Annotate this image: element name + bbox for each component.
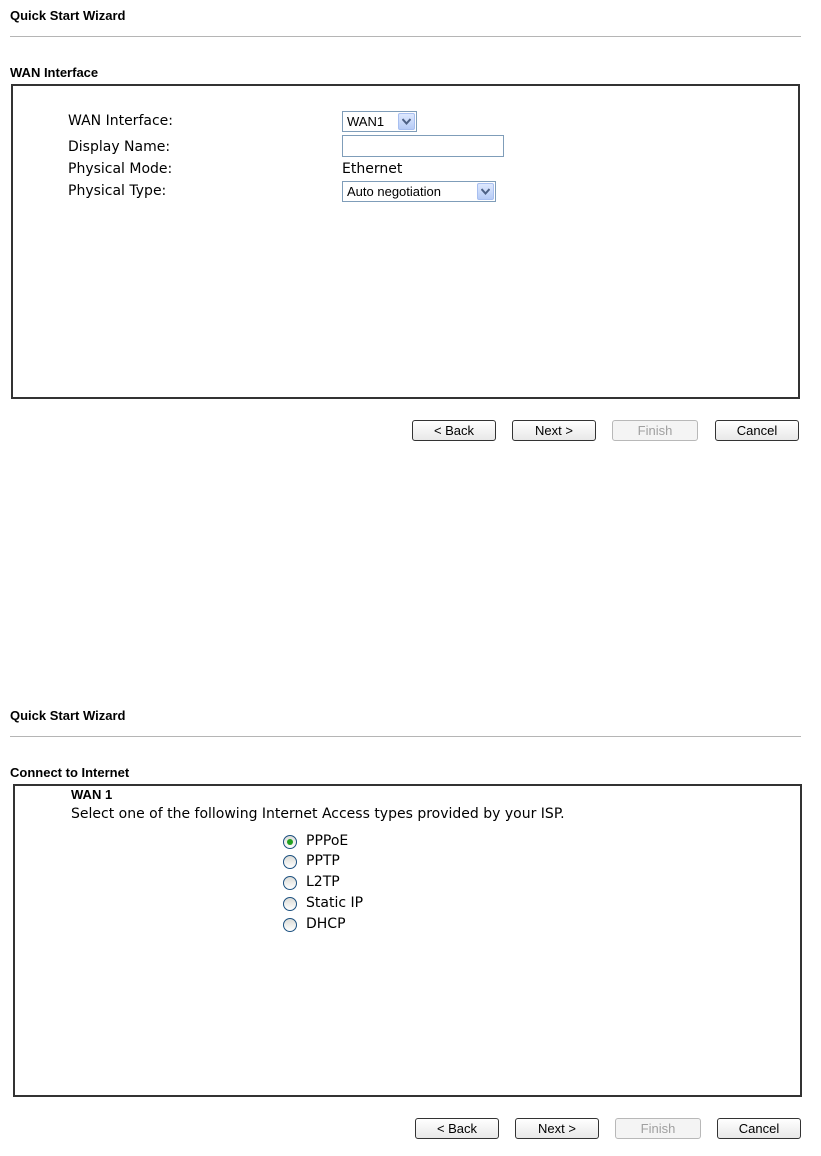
display-name-label: Display Name: bbox=[68, 139, 171, 155]
back-button[interactable]: < Back bbox=[415, 1118, 499, 1139]
physical-mode-label: Physical Mode: bbox=[68, 161, 173, 177]
wan-interface-label: WAN Interface: bbox=[68, 113, 173, 129]
radio-icon[interactable] bbox=[283, 855, 297, 869]
radio-label: PPPoE bbox=[306, 833, 349, 849]
radio-selected-icon[interactable] bbox=[283, 835, 297, 849]
physical-mode-value: Ethernet bbox=[342, 161, 403, 177]
connect-to-internet-panel bbox=[0, 700, 821, 1150]
wizard-title: Quick Start Wizard bbox=[10, 8, 126, 23]
wan-interface-frame bbox=[11, 84, 800, 399]
physical-type-label: Physical Type: bbox=[68, 183, 167, 199]
wan-interface-select[interactable] bbox=[342, 111, 417, 132]
radio-icon[interactable] bbox=[283, 876, 297, 890]
back-button[interactable]: < Back bbox=[412, 420, 496, 441]
cancel-button[interactable]: Cancel bbox=[715, 420, 799, 441]
physical-type-value: Auto negotiation bbox=[347, 184, 441, 199]
section-title: WAN Interface bbox=[10, 65, 99, 80]
wizard-title: Quick Start Wizard bbox=[10, 708, 126, 723]
connect-to-internet-frame bbox=[13, 784, 802, 1097]
cancel-button[interactable]: Cancel bbox=[717, 1118, 801, 1139]
finish-button: Finish bbox=[612, 420, 698, 441]
wan-interface-value: WAN1 bbox=[347, 114, 385, 129]
section-title: Connect to Internet bbox=[10, 765, 130, 780]
wan-heading: WAN 1 bbox=[71, 787, 113, 802]
physical-type-select[interactable] bbox=[342, 181, 496, 202]
radio-icon[interactable] bbox=[283, 897, 297, 911]
finish-button: Finish bbox=[615, 1118, 701, 1139]
title-divider bbox=[10, 36, 801, 37]
radio-label: DHCP bbox=[306, 916, 346, 932]
radio-label: PPTP bbox=[306, 853, 340, 869]
radio-icon[interactable] bbox=[283, 918, 297, 932]
wan-interface-panel bbox=[0, 0, 821, 450]
title-divider bbox=[10, 736, 801, 737]
display-name-input[interactable] bbox=[342, 135, 504, 157]
radio-label: L2TP bbox=[306, 874, 340, 890]
chevron-down-icon[interactable] bbox=[477, 183, 494, 200]
instruction-text: Select one of the following Internet Access types provided by your ISP. bbox=[71, 806, 565, 822]
next-button[interactable]: Next > bbox=[512, 420, 596, 441]
radio-label: Static IP bbox=[306, 895, 364, 911]
next-button[interactable]: Next > bbox=[515, 1118, 599, 1139]
chevron-down-icon[interactable] bbox=[398, 113, 415, 130]
